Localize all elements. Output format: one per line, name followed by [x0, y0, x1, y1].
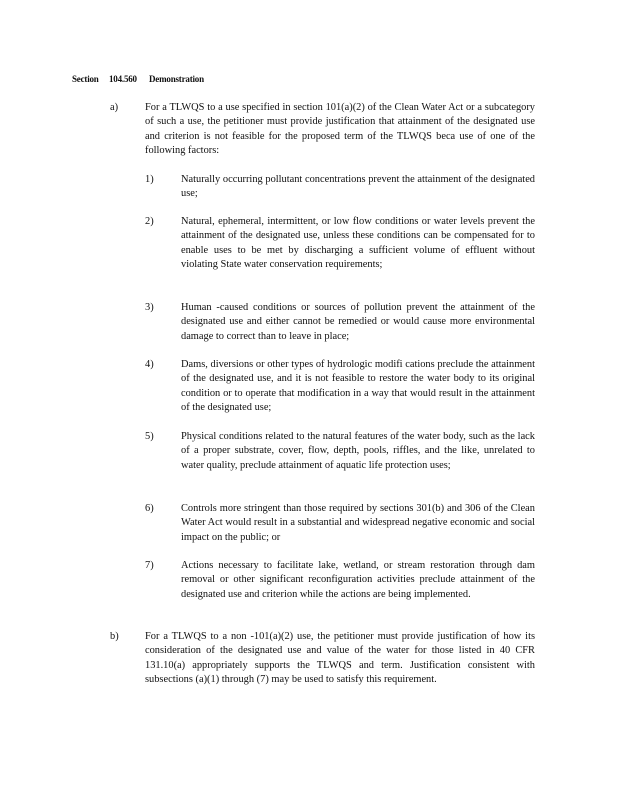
factor-label: 7) [145, 560, 154, 571]
factor-label: 4) [145, 359, 154, 370]
factor-text: Physical conditions related to the natural features of the water body, such as the lack of a proper substrate, cover, flow, depth, pools, riffles, and the like, unrelated to water quality, preclude attainment of aquatic life protection uses; [181, 431, 535, 471]
factor-label: 2) [145, 216, 154, 227]
factor-label: 1) [145, 174, 154, 185]
factor-label: 6) [145, 503, 154, 514]
paragraph-a-text: For a TLWQS to a use specified in section 101(a)(2) of the Clean Water Act or a subcategory of such a use, the petitioner must provide justification that attainment of the designated use and criterion is not feasible for the proposed term of the TLWQS beca use of one of the following factors: [145, 102, 535, 157]
factor-text: Naturally occurring pollutant concentrations prevent the attainment of the designated use; [181, 174, 535, 200]
paragraph-b-text: For a TLWQS to a non -101(a)(2) use, the petitioner must provide justification of how its consideration of the designated use and value of the water for those listed in 40 CFR 131.10(a) appropriately supports the TLWQS and term. Justification consistent with subsections (a)(1) through (7) may be used to satisfy this requirement. [145, 631, 535, 686]
section-heading [72, 74, 204, 84]
factor-text: Natural, ephemeral, intermittent, or low flow conditions or water levels prevent the attainment of the designated use, unless these conditions can be compensated for to enable uses to be met by discharging a sufficient volume of effluent without violating State water conservation requirements; [181, 216, 535, 271]
paragraph-b-label: b) [110, 631, 119, 642]
factor-text: Dams, diversions or other types of hydrologic modifi cations preclude the attainment of the designated use, and it is not feasible to restore the water body to its original condition or to operate that modification in a way that would result in the attainment of the designated use; [181, 359, 535, 414]
factor-label: 5) [145, 431, 154, 442]
paragraph-a-label: a) [110, 102, 119, 113]
section-label: Section [72, 74, 99, 84]
section-title: Demonstration [149, 74, 204, 84]
factor-label: 3) [145, 302, 154, 313]
factor-text: Human -caused conditions or sources of pollution prevent the attainment of the designated use and either cannot be remedied or would cause more environmental damage to correct than to leave in place; [181, 302, 535, 342]
factor-text: Actions necessary to facilitate lake, wetland, or stream restoration through dam removal or other significant reconfiguration activities preclude attainment of the designated use and criterion while the actions are being implemented. [181, 560, 535, 600]
factor-text: Controls more stringent than those required by sections 301(b) and 306 of the Clean Water Act would result in a substantial and widespread negative economic and social impact on the public; or [181, 503, 535, 543]
section-number: 104.560 [109, 74, 137, 84]
